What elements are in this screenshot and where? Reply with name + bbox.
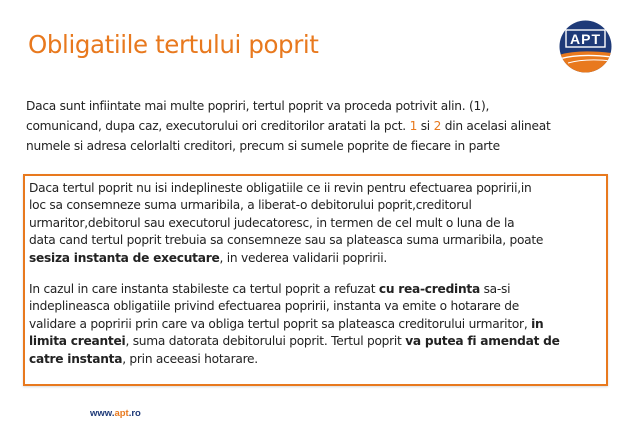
- slide-title: Obligatiile tertului poprit: [28, 30, 319, 59]
- box-p2-line-1: [29, 281, 602, 298]
- box-p2-line-5-rest: , prin aceeasi hotarare.: [122, 351, 258, 366]
- box-p1-line-3: urmaritor,debitorul sau executorul judecatoresc, in termen de cel mult o luna de la: [29, 215, 515, 230]
- box-p1-bold-1: sesiza instanta de executare: [29, 250, 220, 265]
- box-p2-line-2: indeplineasca obligatiile privind efectuarea popririi, instanta va emite o hotarare de: [29, 299, 519, 314]
- box-p2-line-1-text: In cazul in care instanta stabileste ca tertul poprit a refuzat: [29, 282, 379, 297]
- footer-website-link[interactable]: [90, 408, 141, 419]
- box-p1-line-1: Daca tertul poprit nu isi indeplineste obligatiile ce ii revin pentru efectuarea popririi,in: [29, 181, 532, 195]
- point-2-ref: 2: [433, 119, 442, 133]
- box-p2-line-4: [29, 333, 602, 350]
- apt-logo: [558, 19, 613, 74]
- box-p2-line-1-end: sa-si: [479, 282, 511, 297]
- intro-line-2-and: si: [417, 119, 434, 133]
- footer-suffix: .ro: [128, 408, 141, 419]
- box-p2-line-3-text: validare a popririi prin care va obliga tertul poprit sa plateasca creditorului urmaritor,: [29, 316, 532, 331]
- box-p2-line-5: [29, 351, 602, 368]
- intro-line-1: Daca sunt infiintate mai multe popriri, tertul poprit va proceda potrivit alin. (1),: [26, 99, 490, 113]
- box-p2-bold-4: va putea fi amendat de: [405, 334, 560, 349]
- box-p1-line-2: loc sa consemneze suma urmaribila, a liberat-o debitorului poprit,creditorul: [29, 198, 472, 213]
- footer-prefix: www.: [90, 408, 115, 419]
- intro-line-2-text: comunicand, dupa caz, executorului ori creditorilor aratati la pct.: [26, 119, 410, 133]
- box-paragraph-1: [29, 180, 602, 267]
- box-p2-line-3: [29, 316, 602, 333]
- box-p2-line-4-text: , suma datorata debitorului poprit. Tertul poprit: [125, 334, 406, 349]
- intro-paragraph: [26, 96, 626, 156]
- box-p2-bold-3: limita creantei: [29, 334, 126, 349]
- box-paragraph-2: [29, 281, 602, 368]
- point-1-ref: 1: [409, 119, 418, 133]
- box-p1-line-4: data cand tertul poprit trebuia sa consemneze sau sa plateasca suma urmaribila, poate: [29, 233, 544, 248]
- obligations-box: [23, 174, 608, 386]
- intro-line-2-end: din acelasi alineat: [441, 119, 551, 133]
- box-p2-bold-2: in: [531, 316, 544, 331]
- box-p1-line-5-rest: , in vederea validarii popririi.: [219, 250, 388, 265]
- footer-brand: apt: [114, 408, 129, 419]
- logo-text: APT: [570, 31, 601, 47]
- box-p2-bold-1: cu rea-credinta: [378, 282, 480, 297]
- intro-line-2: [26, 116, 626, 136]
- intro-line-3: numele si adresa celorlalti creditori, precum si sumele poprite de fiecare in parte: [26, 139, 500, 153]
- box-p2-bold-5: catre instanta: [29, 351, 123, 366]
- box-p1-line-5: [29, 250, 602, 267]
